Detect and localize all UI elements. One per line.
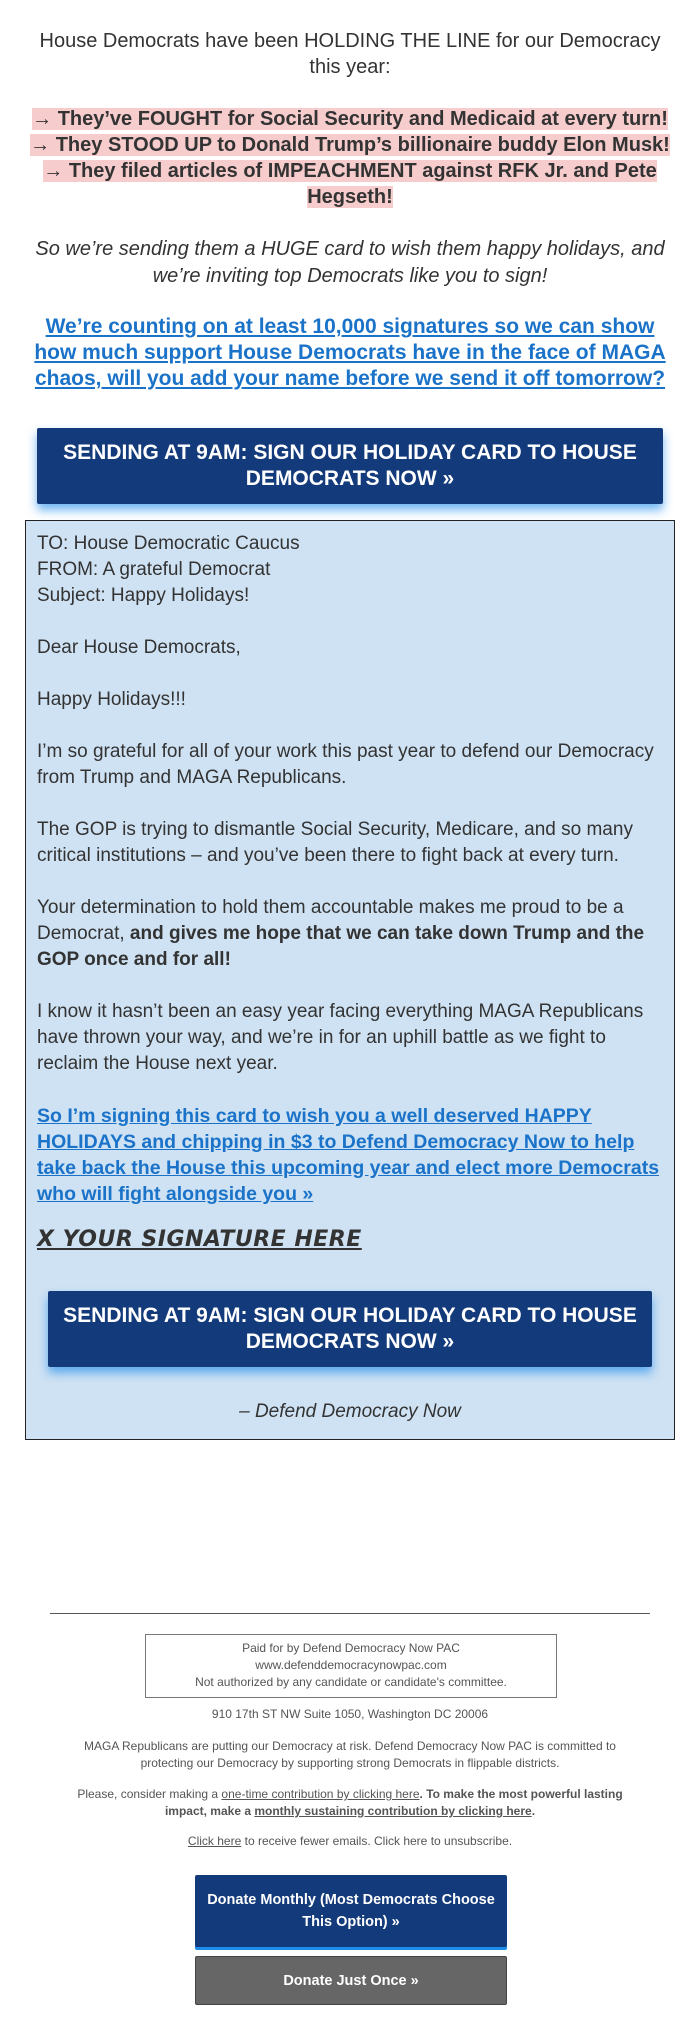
card-paragraph <box>37 895 665 973</box>
bullet-item: → They’ve FOUGHT for Social Security and Medicaid at every turn! <box>32 108 668 130</box>
signature-line[interactable]: X YOUR SIGNATURE HERE <box>37 1227 362 1252</box>
contrib-mid: . To make the most powerful lasting impact, make a <box>164 1787 623 1818</box>
card-to: TO: House Democratic Caucus <box>37 533 300 554</box>
footer-divider <box>50 1613 650 1614</box>
fewer-emails-text <box>60 1833 640 1850</box>
address-text: 910 17th ST NW Suite 1050, Washington DC 20006 <box>211 1707 489 1721</box>
bullet-item: → They STOOD UP to Donald Trump’s billionaire buddy Elon Musk! <box>30 134 670 156</box>
paid-for-text: Paid for by Defend Democracy Now PAC <box>242 1641 460 1655</box>
card-from: FROM: A grateful Democrat <box>37 559 271 580</box>
card-paragraph-bold: and gives me hope that we can take down Trump and the GOP once and for all! <box>37 923 645 970</box>
bullet-list <box>25 106 675 210</box>
holiday-card <box>25 520 675 1440</box>
card-signoff: – Defend Democracy Now <box>239 1401 461 1422</box>
donate-once-button[interactable]: Donate Just Once » <box>195 1956 507 2005</box>
one-time-contribution-link[interactable]: one-time contribution by clicking here <box>221 1787 420 1801</box>
website-text: www.defenddemocracynowpac.com <box>255 1658 447 1672</box>
contrib-end: . <box>531 1804 536 1818</box>
donate-monthly-button[interactable]: Donate Monthly (Most Democrats Choose This Option) » <box>195 1875 507 1947</box>
card-salutation: Dear House Democrats, <box>37 637 241 658</box>
card-paragraph: The GOP is trying to dismantle Social Security, Medicare, and so many critical institutions – and you’ve been there to fight back at every turn. <box>37 819 633 866</box>
paid-for-disclaimer <box>145 1634 557 1698</box>
card-paragraph: I’m so grateful for all of your work this past year to defend our Democracy from Trump and MAGA Republicans. <box>37 741 654 788</box>
intro-text: House Democrats have been HOLDING THE LINE for our Democracy this year: <box>39 30 661 78</box>
contrib-prefix: Please, consider making a <box>77 1787 219 1801</box>
email-header <box>25 0 675 392</box>
italic-note: So we’re sending them a HUGE card to wish them happy holidays, and we’re inviting top Democrats like you to sign! <box>35 238 665 287</box>
not-authorized-text: Not authorized by any candidate or candidate's committee. <box>195 1675 507 1689</box>
sign-card-button-bottom[interactable]: SENDING AT 9AM: SIGN OUR HOLIDAY CARD TO HOUSE DEMOCRATS NOW » <box>48 1291 652 1367</box>
fewer-emails-rest[interactable]: to receive fewer emails. Click here to unsubscribe. <box>244 1834 513 1848</box>
card-paragraph-plain: Your determination to hold them accountable makes me proud to be a Democrat, <box>37 897 624 944</box>
counting-signatures-link[interactable]: We’re counting on at least 10,000 signatures so we can show how much support House Democrats have in the face of MAGA chaos, will you add your name before we send it off tomorrow? <box>34 315 666 390</box>
fewer-emails-link[interactable]: Click here <box>187 1834 242 1848</box>
card-paragraph: I know it hasn’t been an easy year facing everything MAGA Republicans have thrown your way, and we’re in for an uphill battle as we fight to reclaim the House next year. <box>37 1001 644 1074</box>
monthly-contribution-link[interactable]: monthly sustaining contribution by clicking here <box>254 1804 532 1818</box>
sign-card-link[interactable]: So I’m signing this card to wish you a well deserved HAPPY HOLIDAYS and chipping in $3 to Defend Democracy Now to help take back the House this upcoming year and elect more Democrats who will fight alongside you » <box>37 1105 660 1205</box>
sign-card-button-top[interactable]: SENDING AT 9AM: SIGN OUR HOLIDAY CARD TO HOUSE DEMOCRATS NOW » <box>37 428 663 504</box>
card-greeting: Happy Holidays!!! <box>37 689 186 710</box>
card-subject: Subject: Happy Holidays! <box>37 585 250 606</box>
contribution-text <box>60 1786 640 1820</box>
mission-text: MAGA Republicans are putting our Democracy at risk. Defend Democracy Now PAC is committed to protecting our Democracy by supporting strong Democrats in flippable districts. <box>84 1739 616 1770</box>
bullet-item: → They filed articles of IMPEACHMENT against RFK Jr. and Pete Hegseth! <box>43 160 657 208</box>
